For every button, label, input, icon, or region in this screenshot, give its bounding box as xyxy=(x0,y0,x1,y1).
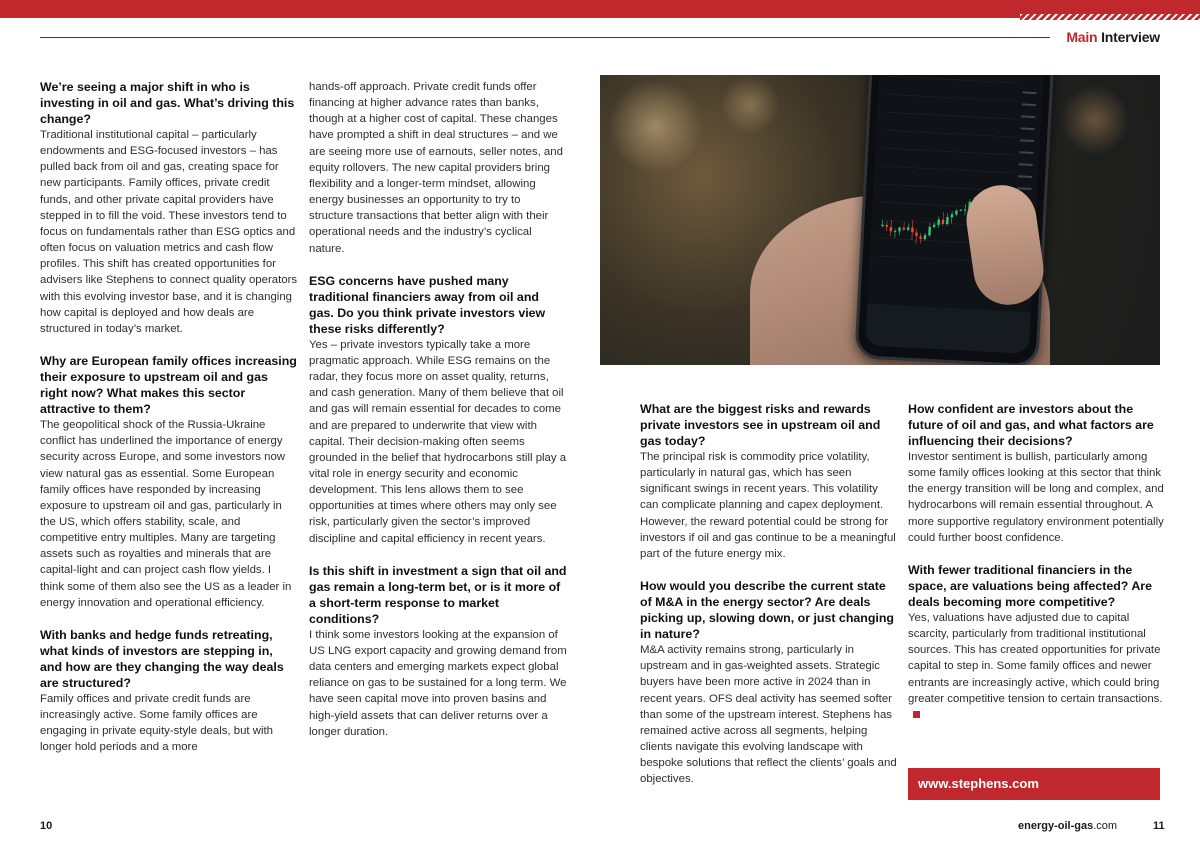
answer-paragraph xyxy=(640,642,898,787)
answer-paragraph xyxy=(640,449,898,562)
answer-text: Investor sentiment is bullish, particularly among some family offices looking at this sector that think the energy transition will be long and complex, and hydrocarbons will remain essential throughout. A more supportive regulatory environment potentially could further boost confidence. xyxy=(908,451,1164,544)
candle-body xyxy=(964,210,966,211)
question-heading: What are the biggest risks and rewards private investors see in upstream oil and gas today? xyxy=(640,402,881,448)
answer-text: Yes, valuations have adjusted due to capital scarcity, particularly from traditional institutional sources. This has created opportunities for private capital to step in. Some family offices and newer entrants are increasingly active, which could bring greater competitive tension to certain transactions. xyxy=(908,611,1163,705)
section-label xyxy=(1066,29,1160,45)
text-column-2 xyxy=(309,79,567,740)
candle-body xyxy=(942,220,945,224)
price-scale-tick xyxy=(1019,163,1033,166)
top-bar-stripes xyxy=(1020,14,1200,20)
answer-paragraph xyxy=(40,127,298,337)
phone-bottom-bar xyxy=(865,304,1031,355)
candle-body xyxy=(960,210,962,211)
candle-body xyxy=(911,228,914,233)
footer-website xyxy=(1018,820,1117,832)
candle-body xyxy=(907,227,910,230)
text-column-4 xyxy=(908,401,1166,723)
price-scale-tick xyxy=(1021,115,1035,118)
question-heading: With fewer traditional financiers in the space, are valuations being affected? Are deals becoming more competitive? xyxy=(908,562,1152,609)
question-heading: Why are European family offices increasing their exposure to upstream oil and gas right now? What makes this sector attractive to them? xyxy=(40,354,297,417)
candle-wick xyxy=(916,229,917,244)
header-rule-right xyxy=(600,37,1050,38)
answer-paragraph xyxy=(309,337,567,547)
price-scale-tick xyxy=(1021,127,1035,130)
website-link[interactable]: www.stephens.com xyxy=(918,776,1039,791)
footer-site-thin: .com xyxy=(1093,820,1118,832)
question-heading: How would you describe the current state of M&A in the energy sector? Are deals picking up, slowing down, or just changing in nature? xyxy=(640,579,895,642)
candle-body xyxy=(915,232,918,236)
candle-body xyxy=(933,225,936,227)
answer-text: M&A activity remains strong, particularly in upstream and in gas-weighted assets. Strategic buyers have been more active in 2024 than in recent years. OFS deal activity has seemed softer than some of the upstream interest. Stephens has remained active across all segments, helping clients navigate this evolving landscape with bespoke solutions that reflect the clients’ goals and objectives. xyxy=(640,644,897,786)
candle-body xyxy=(919,236,922,239)
answer-paragraph xyxy=(309,627,567,740)
candle-body xyxy=(937,219,940,225)
answer-paragraph xyxy=(908,610,1166,723)
section-label-interview: Interview xyxy=(1101,29,1160,45)
question-heading: We’re seeing a major shift in who is investing in oil and gas. What’s driving this change? xyxy=(40,80,295,126)
text-column-3 xyxy=(640,401,898,788)
candle-body xyxy=(955,211,958,215)
candle-body xyxy=(951,214,954,217)
website-link-box[interactable] xyxy=(908,768,1160,800)
answer-paragraph xyxy=(309,79,567,257)
header-rule-left xyxy=(40,37,600,38)
answer-text: The geopolitical shock of the Russia-Ukraine conflict has underlined the importance of energy security across Europe, and some investors now view natural gas as essential. Some European family offices have responded by increasing exposure to upstream oil and gas, particularly in the US, which offers stability, scale, and competitive entry multiples. Many are targeting assets such as royalties and minerals that are capital-light and can project cash flow yields. I think some of them also see the US as a leader in energy innovation and operational efficiency. xyxy=(40,419,292,609)
candle-body xyxy=(881,225,883,227)
answer-paragraph xyxy=(40,691,298,756)
price-scale-tick xyxy=(1022,103,1036,106)
price-scale-tick xyxy=(1019,151,1033,154)
candle-body xyxy=(894,231,896,232)
answer-text: The principal risk is commodity price volatility, particularly in natural gas, which has seen significant swings in recent years. This volatility can complicate planning and capex deployment. However, the reward potential could be strong for investors if oil and gas continue to be a meaningful part of the future energy mix. xyxy=(640,451,896,560)
article-end-mark xyxy=(913,711,920,718)
answer-text: hands-off approach. Private credit funds offer financing at higher advance rates than banks, though at a higher cost of capital. These changes have prompted a shift in deal structures – and we are seeing more use of earnouts, seller notes, and equity rollovers. The new capital providers bring flexibility and a longer-term mindset, allowing energy businesses an opportunity to try to structure transactions that better align with their operational needs and the industry’s cyclical nature. xyxy=(309,81,563,255)
answer-text: Family offices and private credit funds are increasingly active. Some family offices are engaging in private equity-style deals, but with longer hold periods and a more xyxy=(40,692,274,754)
question-heading: ESG concerns have pushed many traditional financiers away from oil and gas. Do you think private investors view these risks differently? xyxy=(309,273,546,336)
answer-paragraph xyxy=(908,449,1166,546)
candle-body xyxy=(903,228,906,230)
answer-text: I think some investors looking at the expansion of US LNG export capacity and growing demand from data centers and emerging markets expect global reliance on gas to be sustained for a long term. We have seen capital move into proven basins and high-yield assets that can deliver returns over a longer duration. xyxy=(309,628,567,738)
question-heading: Is this shift in investment a sign that oil and gas remain a long-term bet, or is it more of a short-term response to market conditions? xyxy=(309,563,567,626)
candle-body xyxy=(890,227,893,231)
answer-text: Traditional institutional capital – particularly endowments and ESG-focused investors – has pulled back from oil and gas, creating space for new participants. Family offices, private credit funds, and other private capital providers have stepped in to fill the void. These investors tend to focus on fundamentals rather than ESG optics and often focus on valuation metrics and cash flow profiles. This shift has created opportunities for advisers like Stephens to connect quality operators with this evolving investor base, and it is changing how capital is deployed and how deals are structured in today’s market. xyxy=(40,129,298,335)
candle-body xyxy=(924,235,927,239)
candle-body xyxy=(946,217,949,224)
answer-text: Yes – private investors typically take a more pragmatic approach. While ESG remains on the radar, they focus more on asset quality, returns, and cash generation. Many of them believe that oil and gas will remain essential for decades to come and are prepared to underwrite that view with capital. Their decision-making often seems grounded in the belief that hydrocarbons still play a vital role in energy security and economic development. This lens allows them to see opportunities at times where others may only see risk, particularly given the sector’s improved discipline and capital efficiency in recent years. xyxy=(309,338,567,545)
question-heading: How confident are investors about the future of oil and gas, and what factors are influencing their decisions? xyxy=(908,402,1154,448)
candle-body xyxy=(886,225,888,227)
page-number-left: 10 xyxy=(40,820,53,832)
phone-stock-chart-photo xyxy=(600,75,1160,365)
candle-body xyxy=(928,227,931,236)
price-scale-tick xyxy=(1020,139,1034,142)
answer-paragraph xyxy=(40,417,298,611)
candle-body xyxy=(898,227,901,231)
footer-site-bold: energy-oil-gas xyxy=(1018,820,1094,832)
text-column-1 xyxy=(40,79,298,756)
section-label-main: Main xyxy=(1066,29,1098,45)
page-number-right: 11 xyxy=(1153,820,1165,832)
price-scale-tick xyxy=(1022,91,1036,94)
price-scale-tick xyxy=(1018,175,1032,178)
question-heading: With banks and hedge funds retreating, what kinds of investors are stepping in, and how are they changing the way deals are structured? xyxy=(40,627,284,690)
